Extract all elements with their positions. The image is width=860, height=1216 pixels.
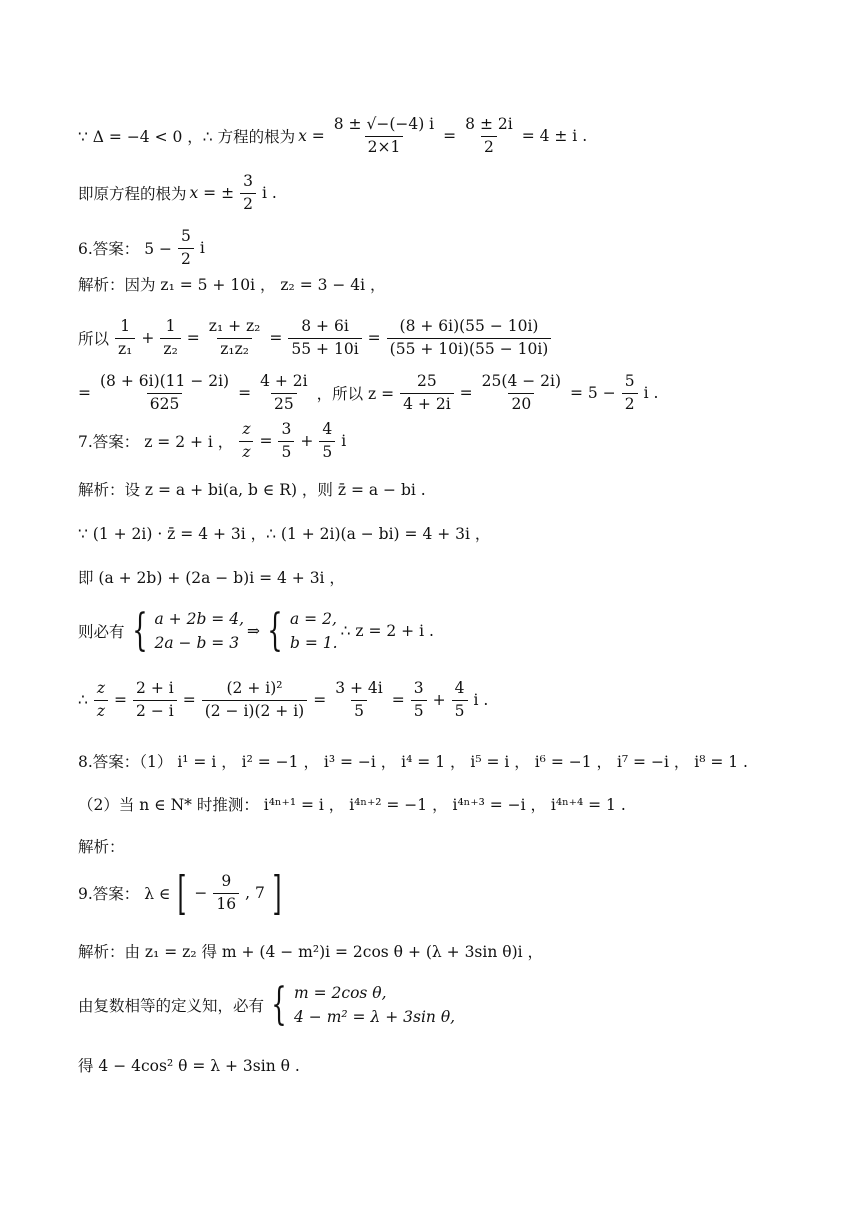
text: = [269, 329, 283, 348]
text: i . [643, 384, 659, 403]
text: ∵ Δ = −4 < 0 ，∴ 方程的根为 [78, 128, 296, 147]
answer-8-part1 [78, 750, 748, 772]
text: 7.答案： z = 2 + i ， [78, 433, 234, 452]
text: = [313, 691, 327, 710]
text: x = ± [189, 184, 235, 203]
text: i [341, 432, 347, 451]
fraction [278, 421, 294, 462]
text: （2）当 n ∈ N* 时推测： i⁴ⁿ⁺¹ = i ， i⁴ⁿ⁺² = −1 ， i⁴ⁿ⁺³ = −i ， i⁴ⁿ⁺⁴ = 1 . [78, 796, 626, 814]
text: 即 (a + 2b) + (2a − b)i = 4 + 3i ， [78, 569, 345, 587]
analysis-7-intro [78, 478, 426, 500]
fraction [178, 228, 194, 269]
analysis-9-intro [78, 940, 543, 962]
numerator: 3 [413, 679, 424, 697]
text: 即原方程的根为 [78, 185, 187, 204]
denominator: (2 − i)(2 + i) [202, 700, 308, 721]
analysis-7-result [78, 680, 488, 721]
text: i [199, 239, 205, 258]
text: ⇒ [247, 622, 261, 641]
equation: b = 1. [290, 634, 338, 653]
denominator: 5 [452, 700, 468, 721]
text: 由复数相等的定义知，必有 [78, 997, 265, 1016]
fraction [452, 680, 468, 721]
text: 得 4 − 4cos² θ = λ + 3sin θ . [78, 1057, 300, 1075]
text: = [182, 691, 196, 710]
equation: 4 − m² = λ + 3sin θ, [294, 1008, 456, 1027]
denominator: 2 − i [133, 700, 177, 721]
denominator: 5 [278, 441, 294, 462]
text: 解析：因为 z₁ = 5 + 10i ， z₂ = 3 − 4i ， [78, 276, 386, 294]
text: 解析： [78, 838, 125, 856]
text: = [78, 384, 91, 403]
numerator: 5 [181, 227, 191, 245]
text: 解析：由 z₁ = z₂ 得 m + (4 − m²)i = 2cos θ + (λ + 3sin θ)i ， [78, 943, 544, 961]
fraction [206, 318, 264, 359]
denominator: 25 [271, 393, 297, 414]
text: = 4 ± i . [521, 127, 588, 146]
numerator: 8 + 6i [301, 317, 349, 335]
denominator: 20 [508, 393, 534, 414]
fraction [115, 318, 135, 359]
text: − [194, 884, 208, 902]
answer-6 [78, 228, 205, 269]
numerator: 4 [454, 679, 465, 697]
numerator: 25 [417, 372, 437, 390]
text: = [238, 384, 252, 403]
fraction [622, 373, 638, 414]
text: ∴ [78, 691, 88, 710]
text: i . [473, 691, 489, 710]
numerator: (8 + 6i)(55 − 10i) [399, 317, 539, 335]
analysis-8 [78, 835, 125, 857]
equation-system [290, 607, 338, 655]
numerator: 3 [281, 420, 292, 438]
left-brace: { [271, 979, 287, 1031]
denominator: (55 + 10i)(55 − 10i) [387, 338, 552, 359]
fraction [133, 680, 177, 721]
denominator: 4 + 2i [400, 393, 454, 414]
denominator: 5 [351, 700, 367, 721]
line-original-roots [78, 173, 277, 214]
numerator: 8 ± √−(−4) i [333, 115, 435, 133]
fraction [94, 680, 108, 721]
equation: m = 2cos θ, [294, 984, 387, 1002]
denominator: 55 + 10i [288, 338, 361, 359]
denominator: z₁z₂ [217, 338, 252, 359]
text: = [367, 329, 381, 348]
numerator: 2 + i [136, 679, 174, 697]
denominator: 2 [178, 248, 194, 269]
line-delta-roots [78, 116, 587, 157]
denominator: z [239, 441, 253, 462]
text: + [141, 329, 155, 348]
fraction [400, 373, 454, 414]
fraction [202, 680, 308, 721]
denominator: z [94, 700, 108, 721]
numerator: 25(4 − 2i) [481, 372, 562, 390]
text: 则必有 [78, 623, 125, 642]
fraction [411, 680, 427, 721]
text: 6.答案： 5 − [78, 240, 172, 259]
analysis-6-step1 [78, 318, 554, 359]
numerator: 4 [322, 420, 333, 438]
text: x = [298, 127, 325, 146]
text: + [432, 691, 446, 710]
equation: a + 2b = 4, [154, 610, 245, 628]
text: 9.答案： λ ∈ [78, 885, 171, 903]
analysis-7-step2 [78, 566, 345, 588]
fraction [319, 421, 335, 462]
text: = [391, 691, 405, 710]
denominator: z₁ [115, 338, 135, 359]
text: ∴ z = 2 + i . [340, 622, 434, 641]
denominator: 16 [213, 893, 239, 914]
fraction [331, 116, 437, 157]
left-brace: { [267, 605, 283, 657]
denominator: z₂ [160, 338, 180, 359]
text: = [259, 432, 273, 451]
fraction [288, 318, 361, 359]
numerator: 1 [120, 317, 131, 335]
numerator: 1 [165, 317, 176, 335]
fraction [257, 373, 311, 414]
numerator: z [96, 679, 106, 697]
answer-9 [78, 866, 286, 920]
denominator: 2 [622, 393, 638, 414]
denominator: 2 [481, 136, 497, 157]
numerator: 3 [243, 172, 253, 190]
fraction [387, 318, 552, 359]
text: = 5 − [570, 384, 616, 403]
analysis-7-step1 [78, 522, 490, 544]
fraction [213, 873, 239, 914]
analysis-7-system [78, 607, 434, 655]
numerator: 9 [221, 871, 232, 890]
numerator: (8 + 6i)(11 − 2i) [100, 372, 230, 390]
numerator: 8 ± 2i [465, 115, 513, 133]
analysis-9-system [78, 981, 455, 1029]
fraction [97, 373, 232, 414]
text: = [186, 329, 200, 348]
equation: a = 2, [290, 610, 337, 628]
numerator: 4 + 2i [260, 372, 308, 390]
text: ∵ (1 + 2i) · z̄ = 4 + 3i ，∴ (1 + 2i)(a − bi) = 4 + 3i ， [78, 525, 491, 543]
left-bracket: [ [177, 866, 187, 920]
equation: 2a − b = 3 [154, 634, 240, 653]
analysis-6-intro [78, 273, 386, 295]
text: 8.答案：（1） i¹ = i ， i² = −1 ， i³ = −i ， i⁴ = 1 ， i⁵ = i ， i⁶ = −1 ， i⁷ = −i ， i⁸ = 1 . [78, 753, 748, 771]
fraction [479, 373, 564, 414]
numerator: 3 + 4i [335, 679, 383, 697]
numerator: 5 [624, 372, 635, 390]
fraction [240, 173, 256, 214]
denominator: 2 [240, 193, 256, 214]
answer-7 [78, 421, 346, 462]
fraction [239, 421, 253, 462]
text: 所以 [78, 330, 110, 349]
analysis-6-step2 [78, 373, 658, 414]
analysis-9-result [78, 1054, 300, 1076]
denominator: 625 [147, 393, 183, 414]
denominator: 5 [319, 441, 335, 462]
fraction [332, 680, 386, 721]
equation-system [294, 981, 455, 1029]
fraction [462, 116, 516, 157]
right-bracket: ] [272, 866, 282, 920]
text: , 7 [245, 884, 265, 902]
numerator: (2 + i)² [226, 679, 283, 697]
text: + [300, 432, 314, 451]
text: = [459, 384, 473, 403]
text: i . [261, 184, 277, 203]
text: = [443, 127, 457, 146]
fraction [160, 318, 180, 359]
denominator: 2×1 [365, 136, 404, 157]
left-brace: { [131, 605, 148, 657]
text: 解析：设 z = a + bi(a, b ∈ R) ，则 z̄ = a − bi . [78, 481, 426, 499]
numerator: z [242, 420, 251, 438]
denominator: 5 [411, 700, 427, 721]
answer-8-part2 [78, 793, 626, 815]
numerator: z₁ + z₂ [208, 317, 261, 335]
equation-system [155, 607, 245, 655]
text: = [114, 691, 128, 710]
text: ，所以 z = [316, 385, 395, 404]
